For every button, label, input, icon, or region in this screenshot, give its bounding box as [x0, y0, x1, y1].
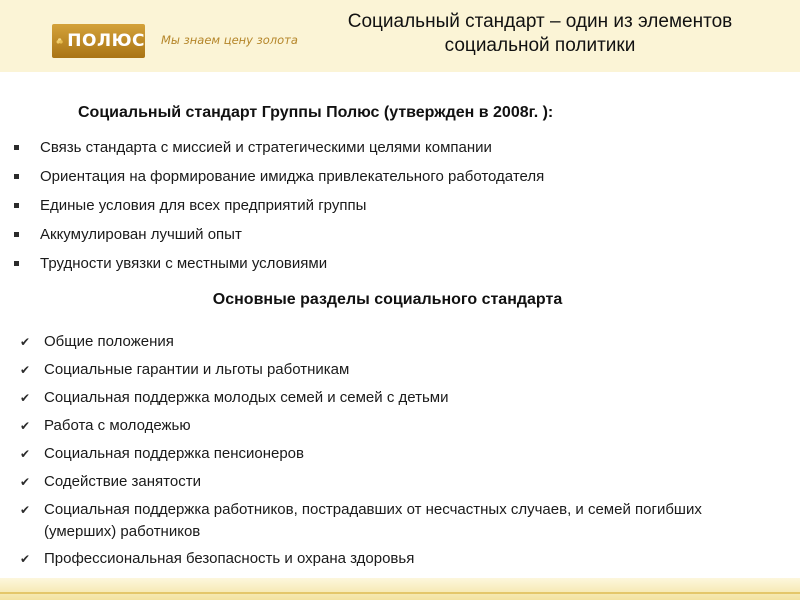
sections-heading: Основные разделы социального стандарта: [212, 291, 563, 308]
footer-band: [0, 578, 800, 600]
square-bullet-icon: [14, 232, 19, 237]
list-item: [20, 359, 764, 387]
list-item-text: Социальная поддержка работников, пострадавших от несчастных случаев, и семей погибших (умерших) работников: [44, 501, 702, 540]
title-line-2: социальной политики: [444, 35, 636, 56]
list-item: [20, 471, 764, 499]
standard-features-list: [14, 137, 544, 282]
title-line-1: Социальный стандарт – один из элементов: [347, 11, 733, 32]
checkmark-bullet-icon: ✔: [20, 335, 31, 349]
company-logo: [52, 24, 145, 58]
standard-sections-list: [20, 331, 764, 576]
list-item-text: Работа с молодежью: [44, 417, 191, 434]
checkmark-bullet-icon: ✔: [20, 419, 31, 433]
logo-text: ПОЛЮС: [67, 31, 145, 51]
list-item: [20, 415, 764, 443]
checkmark-bullet-icon: ✔: [20, 503, 31, 517]
list-item-text: Социальные гарантии и льготы работникам: [44, 361, 350, 378]
checkmark-bullet-icon: ✔: [20, 391, 31, 405]
list-item-text: Профессиональная безопасность и охрана здоровья: [44, 550, 415, 567]
checkmark-bullet-icon: ✔: [20, 363, 31, 377]
logo-nugget-icon: [56, 28, 63, 54]
list-item: [14, 195, 544, 224]
list-item: [20, 443, 764, 471]
square-bullet-icon: [14, 145, 19, 150]
list-item: [14, 224, 544, 253]
list-item-text: Связь стандарта с миссией и стратегическими целями компании: [40, 139, 492, 156]
list-item: [20, 387, 764, 415]
list-item-text: Ориентация на формирование имиджа привлекательного работодателя: [40, 168, 545, 185]
list-item-text: Единые условия для всех предприятий группы: [40, 197, 367, 214]
list-item: [14, 253, 544, 282]
footer-divider: [0, 592, 800, 594]
square-bullet-icon: [14, 174, 19, 179]
square-bullet-icon: [14, 203, 19, 208]
checkmark-bullet-icon: ✔: [20, 447, 31, 461]
list-item-text: Аккумулирован лучший опыт: [40, 226, 242, 243]
list-item: [20, 331, 764, 359]
list-item: [20, 499, 764, 548]
list-item: [20, 548, 764, 576]
square-bullet-icon: [14, 261, 19, 266]
list-item-text: Общие положения: [44, 333, 174, 350]
slide-title: [300, 10, 780, 58]
checkmark-bullet-icon: ✔: [20, 552, 31, 566]
checkmark-bullet-icon: ✔: [20, 475, 31, 489]
standard-subtitle: Социальный стандарт Группы Полюс (утвержден в 2008г. ):: [78, 104, 554, 121]
list-item: [14, 166, 544, 195]
company-tagline: Мы знаем цену золота: [161, 33, 298, 47]
list-item-text: Социальная поддержка пенсионеров: [44, 445, 304, 462]
list-item-text: Трудности увязки с местными условиями: [40, 255, 328, 272]
list-item-text: Содействие занятости: [44, 473, 201, 490]
list-item-text: Социальная поддержка молодых семей и семей с детьми: [44, 389, 449, 406]
list-item: [14, 137, 544, 166]
